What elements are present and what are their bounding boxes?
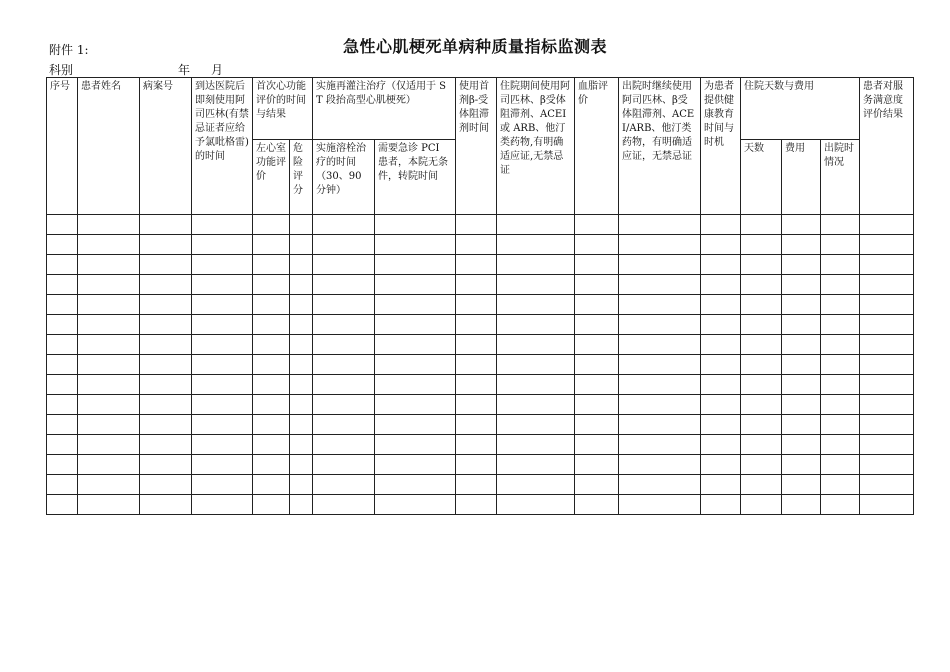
- table-cell[interactable]: [313, 455, 375, 475]
- table-cell[interactable]: [821, 495, 860, 515]
- col-header-health-education: 为患者提供健康教育时间与时机: [701, 78, 741, 215]
- table-cell[interactable]: [619, 395, 701, 415]
- col-header-inhospital-meds: 住院期间使用阿司匹林、β受体阻滞剂、ACEI 或 ARB、他汀类药物,有明确适应证,无禁忌证: [497, 78, 575, 215]
- table-cell[interactable]: [253, 455, 290, 475]
- quality-monitoring-table: [46, 77, 914, 515]
- table-cell[interactable]: [497, 355, 575, 375]
- table-cell[interactable]: [192, 295, 253, 315]
- table-cell[interactable]: [497, 455, 575, 475]
- table-row: [47, 315, 914, 335]
- table-cell[interactable]: [701, 395, 741, 415]
- table-cell[interactable]: [701, 255, 741, 275]
- col-header-pci-transfer: 需要急诊 PCI 患者，本院无条件，转院时间: [375, 140, 456, 215]
- col-header-satisfaction: 患者对服务满意度评价结果: [860, 78, 914, 215]
- table-cell[interactable]: [821, 355, 860, 375]
- table-cell[interactable]: [497, 475, 575, 495]
- table-cell[interactable]: [47, 315, 78, 335]
- table-cell[interactable]: [313, 495, 375, 515]
- table-cell[interactable]: [456, 255, 497, 275]
- table-cell[interactable]: [290, 355, 313, 375]
- table-cell[interactable]: [313, 315, 375, 335]
- table-cell[interactable]: [253, 335, 290, 355]
- table-cell[interactable]: [701, 435, 741, 455]
- table-cell[interactable]: [47, 435, 78, 455]
- table-cell[interactable]: [140, 235, 192, 255]
- table-cell[interactable]: [741, 315, 782, 335]
- table-body: [47, 215, 914, 515]
- col-header-cost: 费用: [782, 140, 821, 215]
- table-cell[interactable]: [140, 355, 192, 375]
- table-cell[interactable]: [860, 255, 914, 275]
- table-cell[interactable]: [313, 415, 375, 435]
- table-cell[interactable]: [456, 275, 497, 295]
- table-cell[interactable]: [860, 395, 914, 415]
- table-cell[interactable]: [78, 375, 140, 395]
- table-cell[interactable]: [47, 215, 78, 235]
- table-cell[interactable]: [575, 355, 619, 375]
- table-row: [47, 435, 914, 455]
- table-cell[interactable]: [497, 375, 575, 395]
- table-cell[interactable]: [140, 435, 192, 455]
- table-cell[interactable]: [253, 355, 290, 375]
- table-cell[interactable]: [782, 295, 821, 315]
- table-cell[interactable]: [860, 455, 914, 475]
- table-cell[interactable]: [78, 255, 140, 275]
- table-cell[interactable]: [375, 315, 456, 335]
- table-cell[interactable]: [47, 455, 78, 475]
- table-cell[interactable]: [47, 275, 78, 295]
- table-cell[interactable]: [192, 335, 253, 355]
- table-cell[interactable]: [741, 495, 782, 515]
- table-cell[interactable]: [701, 455, 741, 475]
- table-row: [47, 415, 914, 435]
- table-row: [47, 455, 914, 475]
- table-cell[interactable]: [290, 415, 313, 435]
- table-cell[interactable]: [313, 295, 375, 315]
- table-cell[interactable]: [253, 255, 290, 275]
- table-cell[interactable]: [741, 215, 782, 235]
- attachment-label: 附件 1:: [49, 43, 89, 57]
- table-row: [47, 295, 914, 315]
- table-row: [47, 255, 914, 275]
- table-cell[interactable]: [140, 255, 192, 275]
- table-cell[interactable]: [375, 235, 456, 255]
- table-cell[interactable]: [821, 295, 860, 315]
- table-cell[interactable]: [192, 355, 253, 375]
- table-cell[interactable]: [253, 315, 290, 335]
- col-header-thrombolysis-time: 实施溶栓治疗的时间（30、90 分钟）: [313, 140, 375, 215]
- table-cell[interactable]: [375, 255, 456, 275]
- table-cell[interactable]: [821, 275, 860, 295]
- table-cell[interactable]: [290, 375, 313, 395]
- table-cell[interactable]: [497, 415, 575, 435]
- table-cell[interactable]: [192, 395, 253, 415]
- table-cell[interactable]: [741, 335, 782, 355]
- table-cell[interactable]: [290, 435, 313, 455]
- table-cell[interactable]: [860, 335, 914, 355]
- table-cell[interactable]: [821, 395, 860, 415]
- table-cell[interactable]: [140, 295, 192, 315]
- table-cell[interactable]: [456, 375, 497, 395]
- table-cell[interactable]: [375, 375, 456, 395]
- table-cell[interactable]: [375, 215, 456, 235]
- table-cell[interactable]: [456, 215, 497, 235]
- table-cell[interactable]: [140, 415, 192, 435]
- table-cell[interactable]: [78, 435, 140, 455]
- table-cell[interactable]: [497, 295, 575, 315]
- table-cell[interactable]: [192, 495, 253, 515]
- table-cell[interactable]: [47, 375, 78, 395]
- table-cell[interactable]: [860, 415, 914, 435]
- table-cell[interactable]: [619, 355, 701, 375]
- table-cell[interactable]: [456, 395, 497, 415]
- table-cell[interactable]: [619, 475, 701, 495]
- table-cell[interactable]: [140, 455, 192, 475]
- table-cell[interactable]: [375, 335, 456, 355]
- table-cell[interactable]: [192, 375, 253, 395]
- table-cell[interactable]: [619, 215, 701, 235]
- table-cell[interactable]: [253, 475, 290, 495]
- table-cell[interactable]: [192, 475, 253, 495]
- table-cell[interactable]: [313, 335, 375, 355]
- table-cell[interactable]: [47, 255, 78, 275]
- table-cell[interactable]: [782, 375, 821, 395]
- table-cell[interactable]: [701, 375, 741, 395]
- table-cell[interactable]: [253, 295, 290, 315]
- col-header-discharge-meds: 出院时继续使用阿司匹林、β受体阻滞剂、ACEI/ARB、他汀类药物，有明确适应证，无禁忌证: [619, 78, 701, 215]
- table-cell[interactable]: [456, 335, 497, 355]
- table-cell[interactable]: [619, 255, 701, 275]
- table-cell[interactable]: [253, 495, 290, 515]
- table-cell[interactable]: [192, 435, 253, 455]
- table-cell[interactable]: [701, 415, 741, 435]
- table-cell[interactable]: [78, 495, 140, 515]
- table-cell[interactable]: [782, 315, 821, 335]
- table-cell[interactable]: [782, 415, 821, 435]
- col-header-risk-score: 危险评分: [290, 140, 313, 215]
- table-cell[interactable]: [860, 475, 914, 495]
- table-cell[interactable]: [192, 315, 253, 335]
- page-title: 急性心肌梗死单病种质量指标监测表: [342, 37, 607, 56]
- table-cell[interactable]: [375, 355, 456, 375]
- table-cell[interactable]: [313, 375, 375, 395]
- table-cell[interactable]: [782, 335, 821, 355]
- table-row: [47, 275, 914, 295]
- table-cell[interactable]: [375, 275, 456, 295]
- table-cell[interactable]: [821, 455, 860, 475]
- table-cell[interactable]: [456, 235, 497, 255]
- table-cell[interactable]: [741, 435, 782, 455]
- table-cell[interactable]: [741, 395, 782, 415]
- table-cell[interactable]: [860, 355, 914, 375]
- table-cell[interactable]: [78, 395, 140, 415]
- table-cell[interactable]: [575, 495, 619, 515]
- table-cell[interactable]: [860, 275, 914, 295]
- table-cell[interactable]: [701, 495, 741, 515]
- table-cell[interactable]: [497, 215, 575, 235]
- table-cell[interactable]: [192, 215, 253, 235]
- table-cell[interactable]: [575, 215, 619, 235]
- table-cell[interactable]: [821, 255, 860, 275]
- table-cell[interactable]: [575, 415, 619, 435]
- table-cell[interactable]: [290, 235, 313, 255]
- table-cell[interactable]: [701, 355, 741, 375]
- table-cell[interactable]: [290, 255, 313, 275]
- table-cell[interactable]: [78, 235, 140, 255]
- table-cell[interactable]: [741, 475, 782, 495]
- table-cell[interactable]: [821, 235, 860, 255]
- table-cell[interactable]: [140, 275, 192, 295]
- col-header-discharge-status: 出院时情况: [821, 140, 860, 215]
- table-cell[interactable]: [497, 235, 575, 255]
- table-cell[interactable]: [313, 255, 375, 275]
- table-cell[interactable]: [192, 275, 253, 295]
- table-cell[interactable]: [741, 295, 782, 315]
- table-cell[interactable]: [140, 335, 192, 355]
- table-cell[interactable]: [860, 215, 914, 235]
- table-cell[interactable]: [701, 315, 741, 335]
- table-cell[interactable]: [290, 315, 313, 335]
- year-label: 年: [178, 63, 191, 77]
- table-cell[interactable]: [456, 355, 497, 375]
- table-cell[interactable]: [782, 235, 821, 255]
- table-cell[interactable]: [575, 475, 619, 495]
- table-cell[interactable]: [456, 475, 497, 495]
- table-cell[interactable]: [375, 295, 456, 315]
- table-cell[interactable]: [47, 495, 78, 515]
- table-cell[interactable]: [47, 335, 78, 355]
- table-cell[interactable]: [253, 375, 290, 395]
- table-cell[interactable]: [78, 295, 140, 315]
- table-cell[interactable]: [456, 315, 497, 335]
- col-header-stay-cost-group: 住院天数与费用: [741, 78, 860, 140]
- table-cell[interactable]: [497, 395, 575, 415]
- table-cell[interactable]: [782, 215, 821, 235]
- table-cell[interactable]: [619, 415, 701, 435]
- table-cell[interactable]: [375, 475, 456, 495]
- table-cell[interactable]: [78, 215, 140, 235]
- table-cell[interactable]: [313, 435, 375, 455]
- table-cell[interactable]: [619, 335, 701, 355]
- table-cell[interactable]: [253, 275, 290, 295]
- col-header-record-number: 病案号: [140, 78, 192, 215]
- table-cell[interactable]: [575, 455, 619, 475]
- table-cell[interactable]: [575, 335, 619, 355]
- col-header-patient-name: 患者姓名: [78, 78, 140, 215]
- table-cell[interactable]: [782, 455, 821, 475]
- table-cell[interactable]: [290, 275, 313, 295]
- table-cell[interactable]: [575, 275, 619, 295]
- table-cell[interactable]: [741, 455, 782, 475]
- table-row: [47, 335, 914, 355]
- table-cell[interactable]: [375, 415, 456, 435]
- table-cell[interactable]: [47, 475, 78, 495]
- table-cell[interactable]: [701, 475, 741, 495]
- table-cell[interactable]: [741, 375, 782, 395]
- table-cell[interactable]: [701, 275, 741, 295]
- table-cell[interactable]: [456, 435, 497, 455]
- table-cell[interactable]: [140, 215, 192, 235]
- table-cell[interactable]: [619, 435, 701, 455]
- table-cell[interactable]: [78, 415, 140, 435]
- table-cell[interactable]: [290, 495, 313, 515]
- table-cell[interactable]: [456, 415, 497, 435]
- table-cell[interactable]: [619, 455, 701, 475]
- table-cell[interactable]: [78, 475, 140, 495]
- table-cell[interactable]: [313, 215, 375, 235]
- table-cell[interactable]: [290, 215, 313, 235]
- table-cell[interactable]: [253, 215, 290, 235]
- table-cell[interactable]: [782, 435, 821, 455]
- table-cell[interactable]: [821, 475, 860, 495]
- table-cell[interactable]: [497, 255, 575, 275]
- table-cell[interactable]: [821, 375, 860, 395]
- table-cell[interactable]: [313, 355, 375, 375]
- table-cell[interactable]: [140, 315, 192, 335]
- col-header-lv-eval: 左心室功能评价: [253, 140, 290, 215]
- table-cell[interactable]: [575, 375, 619, 395]
- table-cell[interactable]: [78, 275, 140, 295]
- table-row: [47, 355, 914, 375]
- table-row: [47, 395, 914, 415]
- table-cell[interactable]: [192, 235, 253, 255]
- table-cell[interactable]: [860, 375, 914, 395]
- table-cell[interactable]: [619, 295, 701, 315]
- table-cell[interactable]: [313, 395, 375, 415]
- table-cell[interactable]: [253, 235, 290, 255]
- table-cell[interactable]: [78, 355, 140, 375]
- table-cell[interactable]: [741, 355, 782, 375]
- table-cell[interactable]: [741, 235, 782, 255]
- table-cell[interactable]: [701, 235, 741, 255]
- month-label: 月: [211, 63, 224, 77]
- table-cell[interactable]: [741, 275, 782, 295]
- table-cell[interactable]: [821, 415, 860, 435]
- table-cell[interactable]: [290, 395, 313, 415]
- table-cell[interactable]: [701, 295, 741, 315]
- table-cell[interactable]: [253, 415, 290, 435]
- table-cell[interactable]: [290, 475, 313, 495]
- table-row: [47, 235, 914, 255]
- table-cell[interactable]: [619, 275, 701, 295]
- table-cell[interactable]: [375, 455, 456, 475]
- table-cell[interactable]: [192, 415, 253, 435]
- table-row: [47, 495, 914, 515]
- table-cell[interactable]: [619, 375, 701, 395]
- table-cell[interactable]: [860, 235, 914, 255]
- table-cell[interactable]: [860, 315, 914, 335]
- table-cell[interactable]: [497, 495, 575, 515]
- table-cell[interactable]: [140, 375, 192, 395]
- table-cell[interactable]: [782, 475, 821, 495]
- table-cell[interactable]: [575, 295, 619, 315]
- table-cell[interactable]: [47, 235, 78, 255]
- table-cell[interactable]: [456, 295, 497, 315]
- table-cell[interactable]: [290, 455, 313, 475]
- col-header-cardiac-eval-group: 首次心功能评价的时间与结果: [253, 78, 313, 140]
- table-cell[interactable]: [497, 435, 575, 455]
- table-cell[interactable]: [375, 495, 456, 515]
- table-cell[interactable]: [456, 495, 497, 515]
- table-cell[interactable]: [741, 255, 782, 275]
- table-cell[interactable]: [313, 475, 375, 495]
- table-cell[interactable]: [619, 315, 701, 335]
- table-cell[interactable]: [375, 395, 456, 415]
- table-cell[interactable]: [782, 395, 821, 415]
- table-cell[interactable]: [497, 275, 575, 295]
- table-cell[interactable]: [290, 335, 313, 355]
- table-cell[interactable]: [821, 315, 860, 335]
- table-cell[interactable]: [782, 255, 821, 275]
- table-cell[interactable]: [575, 395, 619, 415]
- table-cell[interactable]: [575, 315, 619, 335]
- table-cell[interactable]: [47, 395, 78, 415]
- table-cell[interactable]: [192, 255, 253, 275]
- table-row: [47, 475, 914, 495]
- table-cell[interactable]: [497, 335, 575, 355]
- col-header-aspirin-time: 到达医院后即刻使用阿司匹林(有禁忌证者应给予氯吡格雷)的时间: [192, 78, 253, 215]
- table-cell[interactable]: [78, 315, 140, 335]
- table-cell[interactable]: [741, 415, 782, 435]
- table-cell[interactable]: [375, 435, 456, 455]
- table-row: [47, 375, 914, 395]
- table-cell[interactable]: [701, 215, 741, 235]
- department-label: 科别: [49, 63, 74, 77]
- col-header-days: 天数: [741, 140, 782, 215]
- table-cell[interactable]: [290, 295, 313, 315]
- col-header-seq: 序号: [47, 78, 78, 215]
- table-cell[interactable]: [78, 335, 140, 355]
- table-cell[interactable]: [47, 295, 78, 315]
- table-cell[interactable]: [575, 235, 619, 255]
- table-cell[interactable]: [140, 475, 192, 495]
- table-cell[interactable]: [47, 415, 78, 435]
- table-cell[interactable]: [782, 495, 821, 515]
- table-cell[interactable]: [253, 395, 290, 415]
- table-cell[interactable]: [78, 455, 140, 475]
- table-cell[interactable]: [619, 235, 701, 255]
- table-cell[interactable]: [782, 275, 821, 295]
- table-cell[interactable]: [313, 275, 375, 295]
- table-cell[interactable]: [619, 495, 701, 515]
- table-cell[interactable]: [313, 235, 375, 255]
- table-cell[interactable]: [860, 295, 914, 315]
- table-cell[interactable]: [701, 335, 741, 355]
- table-cell[interactable]: [497, 315, 575, 335]
- col-header-lipid-eval: 血脂评价: [575, 78, 619, 215]
- table-cell[interactable]: [140, 495, 192, 515]
- table-cell[interactable]: [575, 255, 619, 275]
- table-cell[interactable]: [575, 435, 619, 455]
- col-header-beta-blocker-first: 使用首剂β-受体阻滞剂时间: [456, 78, 497, 215]
- col-header-reperfusion-group: 实施再灌注治疗（仅适用于 ST 段抬高型心肌梗死）: [313, 78, 456, 140]
- table-cell[interactable]: [860, 435, 914, 455]
- table-row: [47, 215, 914, 235]
- table-cell[interactable]: [821, 215, 860, 235]
- table-cell[interactable]: [821, 435, 860, 455]
- table-cell[interactable]: [782, 355, 821, 375]
- table-cell[interactable]: [192, 455, 253, 475]
- table-cell[interactable]: [47, 355, 78, 375]
- table-cell[interactable]: [456, 455, 497, 475]
- table-cell[interactable]: [253, 435, 290, 455]
- table-cell[interactable]: [821, 335, 860, 355]
- table-cell[interactable]: [860, 495, 914, 515]
- table-cell[interactable]: [140, 395, 192, 415]
